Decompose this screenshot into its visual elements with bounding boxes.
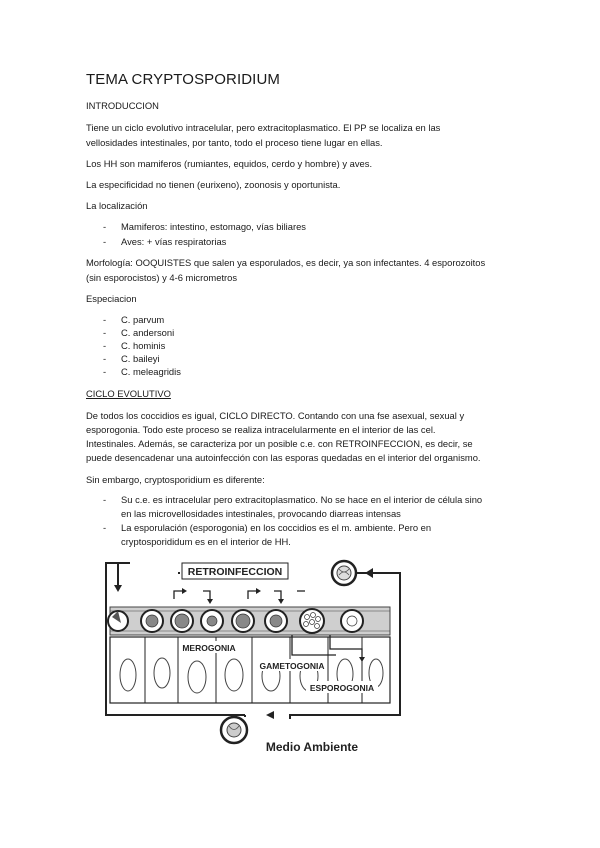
especiacion-label: Especiacion xyxy=(86,293,137,304)
bullet-dash: - xyxy=(103,340,107,351)
diferencia-1-line-1: Su c.e. es intracelular pero extracitoplasmatico. No se hace en el interior de célula sino xyxy=(121,494,483,505)
bullet-dash: - xyxy=(103,366,107,377)
intro-paragraph-1-line-1: Tiene un ciclo evolutivo intracelular, pero extracitoplasmatico. El PP se localiza en las xyxy=(86,122,441,133)
bullet-dash: - xyxy=(103,327,107,338)
species-item: C. hominis xyxy=(121,340,166,351)
intro-heading: INTRODUCCION xyxy=(86,100,159,111)
species-item: C. parvum xyxy=(121,314,165,325)
bullet-dash: - xyxy=(103,221,107,232)
life-cycle-diagram xyxy=(100,555,410,765)
morfologia-line-2: (sin esporocistos) y 4-6 micrometros xyxy=(86,272,238,283)
bullet-dash: - xyxy=(103,353,107,364)
species-item: C. baileyi xyxy=(121,353,160,364)
ciclo-paragraph-line-1: De todos los coccidios es igual, CICLO DIRECTO. Contando con una fse asexual, sexual y xyxy=(86,410,465,421)
medio-ambiente-label: Medio Ambiente xyxy=(265,740,359,754)
bullet-dash: - xyxy=(103,522,107,533)
intro-paragraph-2: Los HH son mamiferos (rumiantes, equidos, cerdo y hombre) y aves. xyxy=(86,158,373,169)
ciclo-paragraph-line-2: esporogonia. Todo este proceso se realiza intracelularmente en el interior de las cel. xyxy=(86,424,436,435)
localizacion-item: Aves: + vías respiratorias xyxy=(121,236,227,247)
bullet-dash: - xyxy=(103,314,107,325)
diferencia-2-line-2: cryptosporididum es en el interior de HH. xyxy=(121,536,291,547)
gametogonia-label: GAMETOGONIA xyxy=(259,661,325,671)
localizacion-item: Mamiferos: intestino, estomago, vías biliares xyxy=(121,221,306,232)
ciclo-paragraph-line-3: Intestinales. Además, se caracteriza por un posible c.e. con RETROINFECCION, es decir, se xyxy=(86,438,473,449)
intro-paragraph-3: La especificidad no tienen (eurixeno), zoonosis y oportunista. xyxy=(86,179,341,190)
bullet-dash: - xyxy=(103,494,107,505)
localizacion-label: La localización xyxy=(86,200,148,211)
diferencia-1-line-2: en las microvellosidades intestinales, provocando diarreas intensas xyxy=(121,508,401,519)
merogonia-label: MEROGONIA xyxy=(182,643,236,653)
ciclo-paragraph-2: Sin embargo, cryptosporidium es diferente: xyxy=(86,474,265,485)
intro-paragraph-1-line-2: vellosidades intestinales, por tanto, todo el proceso tiene lugar en ellas. xyxy=(86,137,383,148)
species-item: C. meleagridis xyxy=(121,366,181,377)
bullet-dash: - xyxy=(103,236,107,247)
esporogonia-label: ESPOROGONIA xyxy=(309,683,375,693)
ciclo-paragraph-line-4: puede desencadenar una autoinfección con las esporas quedadas en el interior del organismo. xyxy=(86,452,481,463)
ciclo-heading: CICLO EVOLUTIVO xyxy=(86,388,171,399)
diferencia-2-line-1: La esporulación (esporogonia) en los coccidios es el m. ambiente. Pero en xyxy=(121,522,432,533)
species-item: C. andersoni xyxy=(121,327,175,338)
retroinfeccion-label: RETROINFECCION xyxy=(187,566,283,578)
morfologia-line-1: Morfología: OOQUISTES que salen ya esporulados, es decir, ya son infectantes. 4 esporozoitos xyxy=(86,257,486,268)
page-title: TEMA CRYPTOSPORIDIUM xyxy=(86,71,280,88)
